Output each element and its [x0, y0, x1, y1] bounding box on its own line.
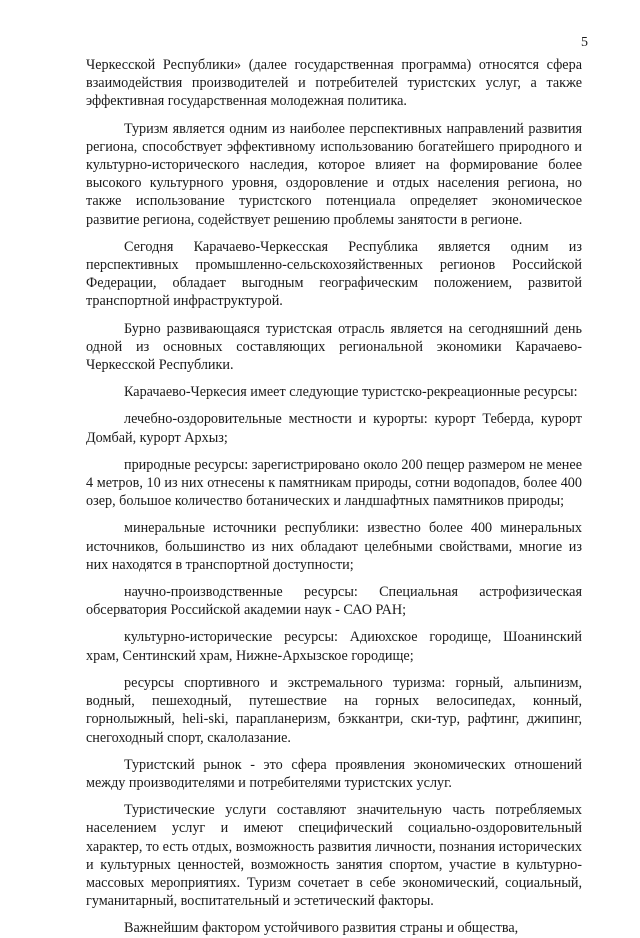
- list-item-scientific-resources: научно-производственные ресурсы: Специальная астрофизическая обсерватория Российской академии наук - САО РАН;: [86, 584, 582, 619]
- list-item-natural-resources: природные ресурсы: зарегистрировано около 200 пещер размером не менее 4 метров, 10 из них отнесены к памятникам природы, сотни водопадов, более 400 озер, большое количество ботанических и ландшафтных памятников природы;: [86, 456, 582, 510]
- paragraph-tourist-market: Туристский рынок - это сфера проявления экономических отношений между производителями и потребителями туристских услуг.: [86, 756, 582, 791]
- paragraph-resources-intro: Карачаево-Черкесия имеет следующие туристско-рекреационные ресурсы:: [124, 384, 578, 401]
- paragraph-tourist-services: Туристические услуги составляют значительную часть потребляемых населением услуг и имеют специфический социально-оздоровительный характер, то есть отдых, возможность развития личности, познания исторических и культурных ценностей, возможность занятия спортом, участие в культурно-массовых мероприятиях. Туризм сочетает в себе экономический, социальный, гуманитарный, воспитательный и эстетический факторы.: [86, 802, 582, 910]
- list-item-mineral-springs: минеральные источники республики: известно более 400 минеральных источников, большинство из них обладают целебными свойствами, многие из них находятся в транспортной доступности;: [86, 520, 582, 573]
- list-item-cultural-historical: культурно-исторические ресурсы: Адиюхское городище, Шоанинский храм, Сентинский храм, Нижне-Архызское городище;: [86, 629, 582, 664]
- page-number: 5: [581, 35, 588, 50]
- paragraph-key-factor: Важнейшим фактором устойчивого развития страны и общества,: [124, 920, 519, 937]
- paragraph-tourism-industry: Бурно развивающаяся туристская отрасль является на сегодняшний день одной из основных составляющих региональной экономики Карачаево-Черкесской Республики.: [86, 320, 582, 374]
- list-item-sport-extreme: ресурсы спортивного и экстремального туризма: горный, альпинизм, водный, пешеходный, путешествие на горных велосипедах, конный, горнолыжный, heli-ski, парапланеризм, бэккантри, ски-тур, рафтинг, джипинг, снегоходный спорт, скалолазание.: [86, 674, 582, 746]
- paragraph-tourism-prospects: Туризм является одним из наиболее перспективных направлений развития региона, способствует эффективному использованию богатейшего природного и культурно-исторического наследия, которое влияет на формирование более высокого культурного уровня, оздоровление и отдых населения региона, но также использование туристского потенциала определяет экономическое развитие региона, содействует решению проблемы занятости в регионе.: [86, 120, 582, 228]
- document-body: [86, 56, 582, 938]
- list-item-resorts: лечебно-оздоровительные местности и курорты: курорт Теберда, курорт Домбай, курорт Архыз;: [86, 411, 582, 446]
- paragraph-republic-today: Сегодня Карачаево-Черкесская Республика является одним из перспективных промышленно-сельскохозяйственных регионов Российской Федерации, обладает выгодным географическим положением, развитой транспортной инфраструктурой.: [86, 238, 582, 310]
- paragraph-continuation: Черкесской Республики» (далее государственная программа) относятся сфера взаимодействия производителей и потребителей туристских услуг, а также эффективная государственная молодежная политика.: [86, 57, 582, 110]
